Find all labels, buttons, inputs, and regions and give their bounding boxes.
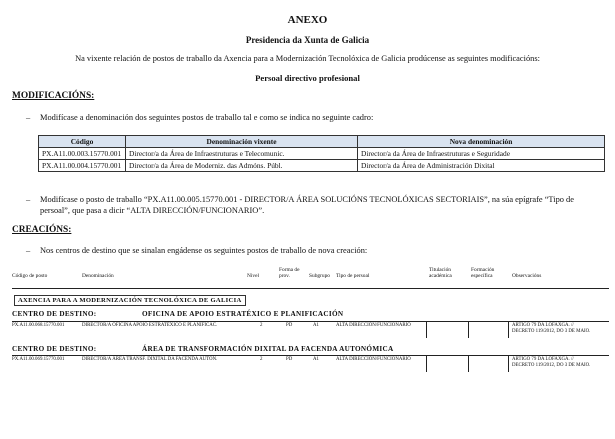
- cell-divider: [508, 355, 509, 372]
- col-header-titulacion: Titulación académica: [429, 267, 452, 280]
- table-cell-vixente: Director/a da Área de Moderniz. das Admóns. Públ.: [126, 160, 358, 172]
- centro-name: ÁREA DE TRANSFORMACIÓN DIXITAL DA FACENDA AUTONÓMICA: [142, 345, 394, 353]
- document-title: ANEXO: [287, 14, 328, 26]
- document-subtitle: Presidencia da Xunta de Galicia: [245, 35, 370, 45]
- centro-name: OFICINA DE APOIO ESTRATÉXICO E PLANIFICACIÓN: [142, 310, 344, 318]
- row-denominacion: DIRECTOR/A OFICINA APOIO ESTRATÉXICO E PLANIFICAC.: [82, 323, 218, 328]
- agency-label: AXENCIA PARA A MODERNIZACIÓN TECNOLÓXICA DE GALICIA: [14, 295, 246, 306]
- row-nivel: 2: [260, 323, 263, 328]
- bullet-dash-icon: –: [26, 246, 31, 255]
- row-forma: PD: [286, 357, 293, 362]
- table-row: [39, 148, 605, 160]
- table-cell-vixente: Director/a da Área de Infraestruturas e Telecomunic.: [126, 148, 358, 160]
- row-observacions-2: DECRETO 119/2012, DO 3 DE MAIO.: [512, 363, 591, 368]
- row-divider: [12, 321, 609, 322]
- centro-label: CENTRO DE DESTINO:: [12, 310, 97, 318]
- row-codigo: PX.A11.00.068.15770.001: [12, 323, 65, 328]
- table-cell-nova: Director/a da Área de Administración Dixital: [358, 160, 605, 172]
- cell-divider: [508, 321, 509, 338]
- col-header-nivel: Nivel: [247, 273, 259, 279]
- row-subgrupo: A1: [313, 357, 319, 362]
- row-denominacion: DIRECTOR/A ÁREA TRANSF. DIXITAL DA FACENDA AUTON.: [82, 357, 218, 362]
- row-observacions-1: ARTIGO 79 DA LOFAXGA. //: [512, 357, 574, 362]
- cell-divider: [468, 321, 469, 338]
- row-observacions-2: DECRETO 119/2012, DO 3 DE MAIO.: [512, 329, 591, 334]
- table-header-vixente: Denominación vixente: [126, 136, 358, 148]
- col-header-formacion: Formación específica: [471, 267, 495, 280]
- row-nivel: 2: [260, 357, 263, 362]
- row-observacions-1: ARTIGO 79 DA LOFAXGA. //: [512, 323, 574, 328]
- bullet-dash-icon: –: [26, 195, 31, 204]
- intro-paragraph: Na vixente relación de postos de traballo da Axencia para a Modernización Tecnolóxica de Galicia prodúcense as seguintes modificacións:: [75, 54, 540, 63]
- table-cell-codigo: PX.A11.00.003.15770.001: [39, 148, 126, 160]
- modificacions-bullet-1: Modifícase a denominación dos seguintes postos de traballo tal e como se indica no seguinte cadro:: [40, 113, 374, 122]
- col-header-tipo: Tipo de persoal: [336, 273, 370, 279]
- creacions-bullet-1: Nos centros de destino que se sinalan engádense os seguintes postos de traballo de nova creación:: [40, 246, 368, 255]
- col-header-denominacion: Denominación: [82, 273, 114, 279]
- centro-label: CENTRO DE DESTINO:: [12, 345, 97, 353]
- row-codigo: PX.A11.00.069.15770.001: [12, 357, 65, 362]
- modificacions-heading: MODIFICACIÓNS:: [12, 91, 95, 101]
- col-header-subgrupo: Subgrupo: [309, 273, 330, 279]
- table-row: [39, 160, 605, 172]
- table-header-codigo: Código: [39, 136, 126, 148]
- table-header-nova: Nova denominación: [358, 136, 605, 148]
- table-cell-codigo: PX.A11.00.004.15770.001: [39, 160, 126, 172]
- table-header-row: [39, 136, 605, 148]
- col-header-codigo: Código de posto: [12, 273, 48, 279]
- modificacions-table: [38, 135, 605, 172]
- row-tipo: ALTA DIRECCIÓN/FUNCIONARIO: [336, 323, 411, 328]
- creacions-heading: CREACIÓNS:: [12, 225, 72, 235]
- row-divider: [12, 355, 609, 356]
- section-title: Persoal directivo profesional: [255, 73, 360, 83]
- cell-divider: [426, 355, 427, 372]
- row-tipo: ALTA DIRECCIÓN/FUNCIONARIO: [336, 357, 411, 362]
- modificacions-bullet-2: Modifícase o posto de traballo “PX.A11.00.005.15770.001 - DIRECTOR/A ÁREA SOLUCIÓNS TECNOLÓXICAS SECTORIAIS”, na súa epígrafe “Tipo de persoal”, que pasa a dicir “ALTA DIRECCIÓN/FUNCIONARIO”.: [40, 195, 574, 215]
- row-forma: PD: [286, 323, 293, 328]
- cell-divider: [468, 355, 469, 372]
- bullet-dash-icon: –: [26, 113, 31, 122]
- cell-divider: [426, 321, 427, 338]
- table-cell-nova: Director/a da Área de Infraestruturas e Seguridade: [358, 148, 605, 160]
- row-subgrupo: A1: [313, 323, 319, 328]
- header-divider: [12, 288, 609, 289]
- col-header-observacions: Observacións: [512, 273, 542, 279]
- col-header-forma: Forma de prov.: [279, 267, 300, 280]
